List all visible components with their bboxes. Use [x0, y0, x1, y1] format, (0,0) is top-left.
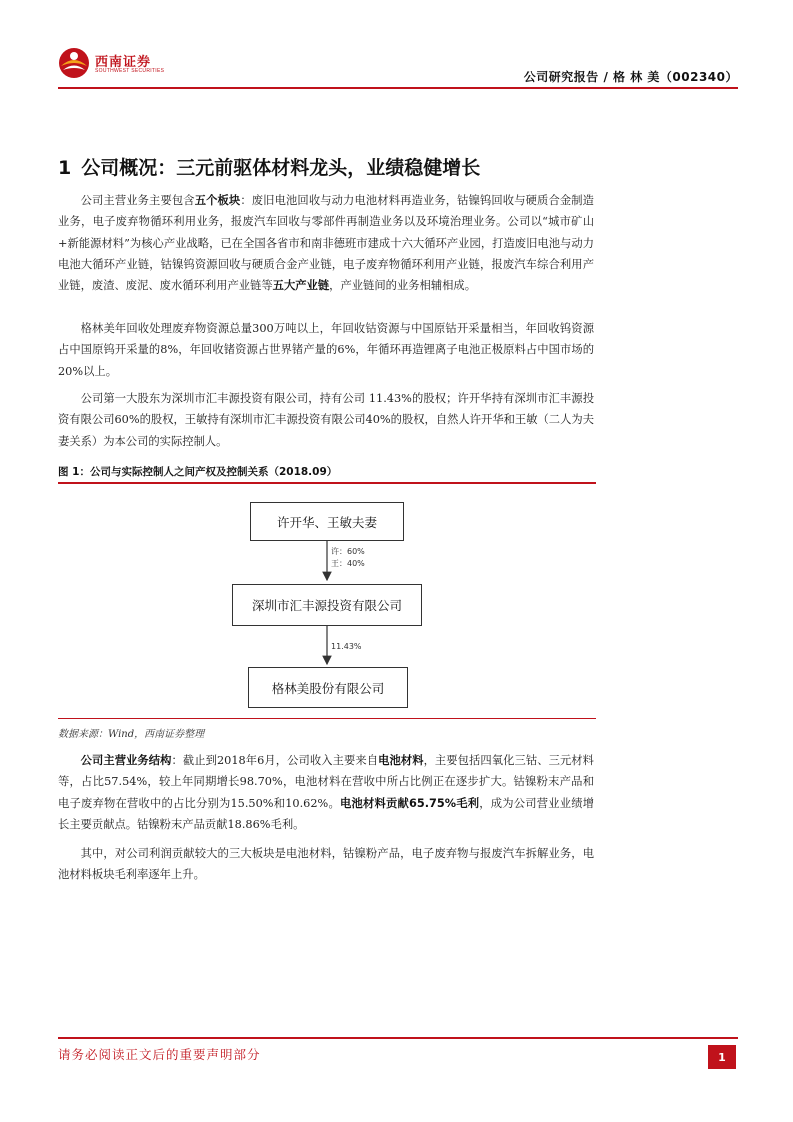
section-heading	[58, 153, 480, 180]
node-gem: 格林美股份有限公司	[248, 667, 408, 708]
p1-text-d: ，产业链间的业务相辅相成。	[329, 279, 477, 293]
p4-bold-battery: 电池材料	[378, 754, 424, 767]
paragraph-recycling-capacity	[58, 318, 594, 382]
node-huifengyuan: 深圳市汇丰源投资有限公司	[232, 584, 422, 626]
p1-bold-five-chains: 五大产业链	[272, 279, 330, 293]
footer-divider	[58, 1037, 738, 1039]
p4-text-a: ：截止到2018年6月，公司收入主要来自	[171, 754, 379, 767]
p3-text: 公司第一大股东为深圳市汇丰源投资有限公司，持有公司 11.43%的股权；许开华持有深圳市汇丰源投资有限公司60%的股权，王敏持有深圳市汇丰源投资有限公司40%的股权，自然人许开华和王敏（二人为夫妻关系）为本公司的实际控制人。	[58, 392, 594, 448]
page-number: 1	[708, 1045, 736, 1069]
p5-text: 其中，对公司利润贡献较大的三大板块是电池材料，钴镍粉产品，电子废弃物与报废汽车拆解业务，电池材料板块毛利率逐年上升。	[58, 847, 594, 882]
figure-bottom-rule	[58, 718, 596, 719]
footer-notice: 请务必阅读正文后的重要声明部分	[58, 1047, 261, 1062]
p4-bold-structure: 公司主营业务结构	[80, 754, 172, 767]
logo-subtitle: SOUTHWEST SECURITIES	[95, 68, 165, 74]
figure-top-rule	[58, 482, 596, 484]
logo-name: 西南证券	[95, 55, 152, 70]
figure-source: 数据来源：Wind，西南证券整理	[58, 729, 205, 740]
edge-label-xu: 许：60%	[331, 547, 365, 556]
section-number: 1	[58, 157, 72, 179]
figure-title: 图 1：公司与实际控制人之间产权及控制关系（2018.09）	[58, 466, 338, 478]
report-label: 公司研究报告 / 格 林 美（002340）	[523, 70, 738, 84]
p4-text-d: ，成为公司营业业绩增长主要贡献点。钴镍粉末产品贡献18.86%毛利。	[58, 796, 594, 831]
node-controllers: 许开华、王敏夫妻	[250, 502, 404, 541]
p1-text-c: ：废旧电池回收与动力电池材料再造业务，钴镍钨回收与硬质合金制造业务，电子废弃物循环利用业务，报废汽车回收与零部件再制造业务以及环境治理业务。公司以“城市矿山+新能源材料”为核心产业战略，已在全国各省市和南非德班市建成十六大循环产业园，打造废旧电池与动力电池大循环产业链，钴镍钨资源回收与硬质合金产业链，电子废弃物循环利用产业链，报废汽车综合利用产业链，废渣、废泥、废水循环利用产业链等	[58, 194, 594, 293]
header-divider	[58, 87, 738, 89]
paragraph-profit-contribution	[58, 843, 594, 886]
p4-text-c: ，主要包括四氧化三钴、三元材料等，占比57.54%，较上年同期增长98.70%，电池材料在营收中所占比例正在逐步扩大。钴镍粉末产品和电子废弃物在营收中的占比分别为15.50%和10.62%。	[58, 754, 594, 810]
p1-text-a: 公司主营业务主要包含	[80, 194, 195, 207]
section-title: 公司概况：三元前驱体材料龙头，业绩稳健增长	[81, 157, 481, 179]
edge-label-wang: 王：40%	[331, 559, 365, 568]
edge-label-stake: 11.43%	[331, 642, 362, 651]
paragraph-business-overview	[58, 190, 594, 296]
paragraph-shareholders	[58, 388, 594, 452]
paragraph-revenue-structure	[58, 750, 594, 835]
p2-text: 格林美年回收处理废弃物资源总量300万吨以上，年回收钴资源与中国原钴开采量相当，年回收钨资源占中国原钨开采量的8%，年回收锗资源占世界锗产量的6%，年循环再造锂离子电池正极原料占中国市场的20%以上。	[58, 322, 594, 378]
p4-bold-margin: 电池材料贡献65.75%毛利	[340, 796, 480, 810]
p1-bold-five-segments: 五个板块	[194, 194, 241, 207]
